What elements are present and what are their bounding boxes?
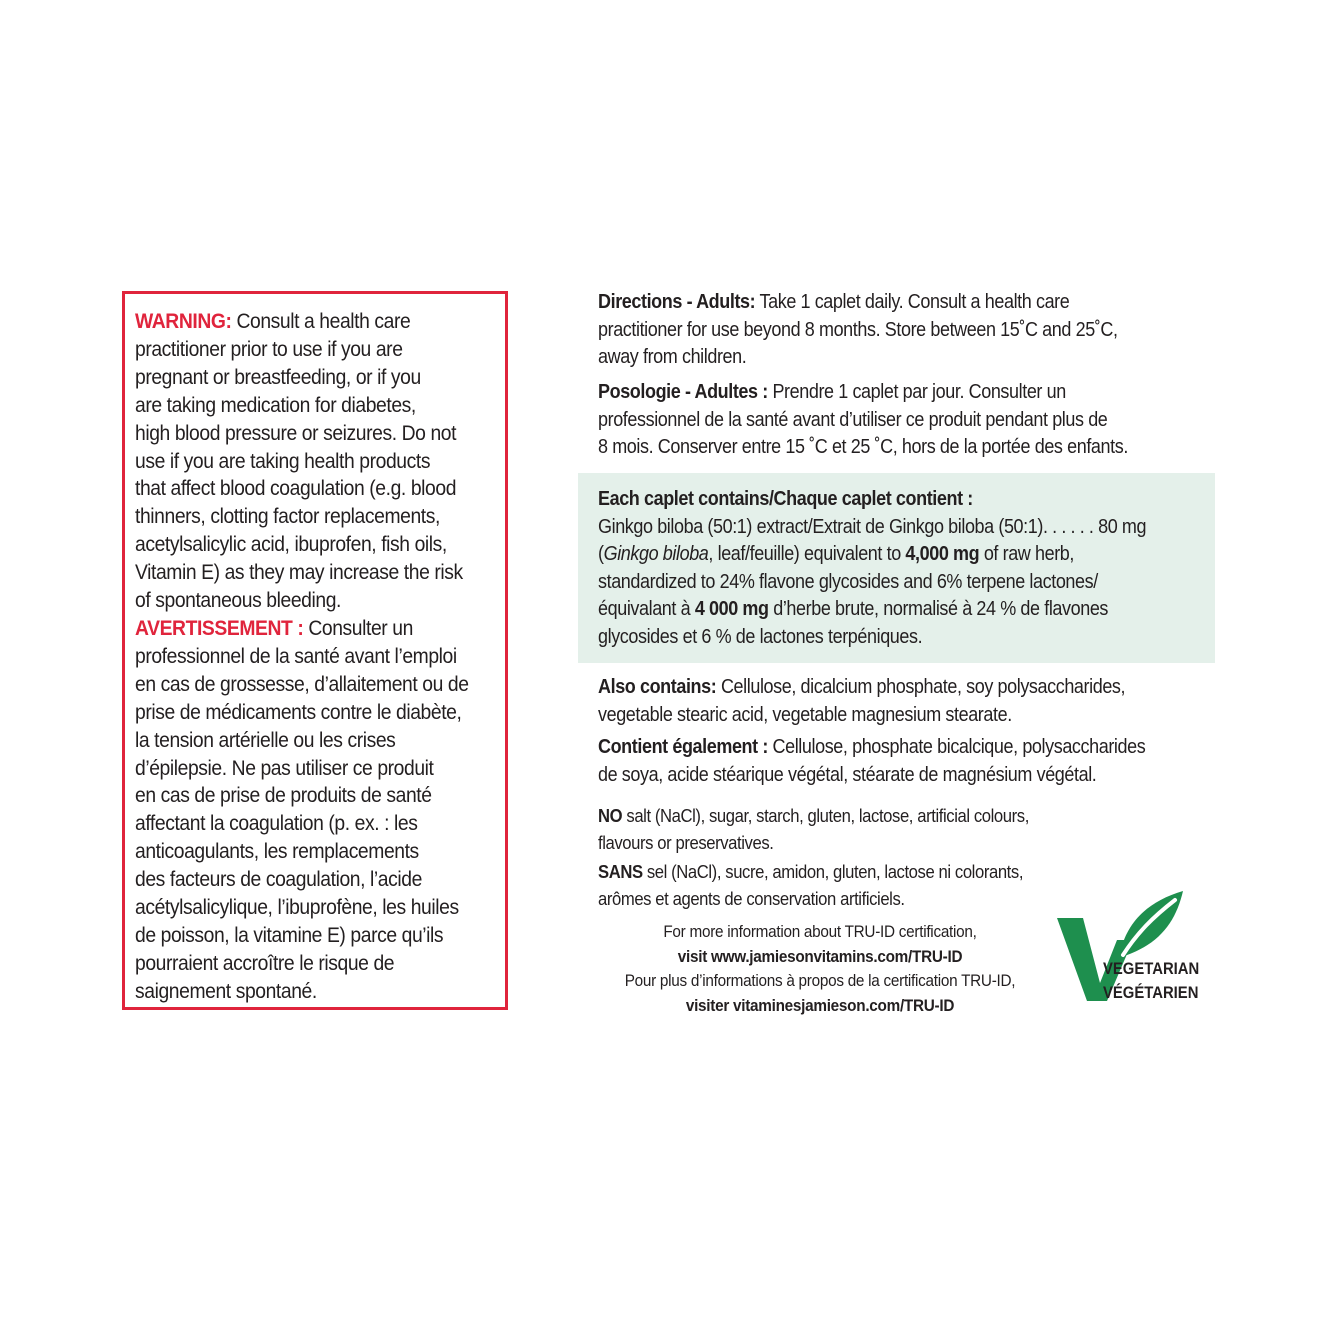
avertissement-title: AVERTISSEMENT : (135, 616, 304, 640)
avertissement-line: prise de médicaments contre le diabète, (135, 700, 462, 724)
avertissement-line: AVERTISSEMENT : Consulter un (135, 616, 413, 640)
warning-box (122, 291, 508, 1010)
avertissement-line: en cas de prise de produits de santé (135, 784, 432, 808)
ingredient-line: Ginkgo biloba (50:1) extract/Extrait de Ginkgo biloba (50:1). . . . . . 80 mg (598, 515, 1147, 538)
ingredients-title: Each caplet contains/Chaque caplet contient : (598, 488, 973, 510)
warning-line: use if you are taking health products (135, 449, 431, 473)
warning-line: that affect blood coagulation (e.g. blood (135, 477, 457, 501)
ingredient-line: glycosides et 6 % de lactones terpéniques. (598, 625, 923, 648)
warning-line: thinners, clotting factor replacements, (135, 505, 440, 529)
warning-line: Vitamin E) as they may increase the risk (135, 561, 463, 585)
avertissement-line: la tension artérielle ou les crises (135, 728, 396, 752)
avertissement-line: anticoagulants, les remplacements (135, 840, 419, 864)
avertissement-line: affectant la coagulation (p. ex. : les (135, 812, 418, 836)
warning-line: of spontaneous bleeding. (135, 589, 341, 613)
directions-en: Directions - Adults: Take 1 caplet daily. Consult a health care practitioner for use beyond 8 months. Store between 15˚C and 25˚C, away from children. (598, 291, 1118, 368)
warning-line: high blood pressure or seizures. Do not (135, 421, 457, 445)
ingredients-text (598, 486, 1218, 651)
avertissement-line: d’épilepsie. Ne pas utiliser ce produit (135, 756, 434, 780)
certification-link-fr[interactable]: visiter vitaminesjamieson.com/TRU-ID (685, 995, 955, 1015)
directions-fr: Posologie - Adultes : Prendre 1 caplet par jour. Consulter un professionnel de la santé avant d’utiliser ce produit pendant plus de 8 mois. Conserver entre 15 ˚C et 25 ˚C, hors de la portée des enfants. (598, 381, 1128, 458)
warning-line: practitioner prior to use if you are (135, 337, 403, 361)
avertissement-line: des facteurs de coagulation, l’acide (135, 868, 422, 892)
avertissement-line: professionnel de la santé avant l’emploi (135, 644, 457, 668)
directions-title: Directions - Adults: (598, 291, 756, 313)
posologie-title: Posologie - Adultes : (598, 381, 768, 403)
warning-line: are taking medication for diabetes, (135, 393, 416, 417)
free-of-fr: SANS sel (NaCl), sucre, amidon, gluten, lactose ni colorants, arômes et agents de conservation artificiels. (598, 861, 1024, 909)
ingredient-line: standardized to 24% flavone glycosides and 6% terpene lactones/ (598, 570, 1098, 593)
free-of-en: NO salt (NaCl), sugar, starch, gluten, lactose, artificial colours, flavours or preservatives. (598, 805, 1029, 853)
avertissement-line: en cas de grossesse, d’allaitement ou de (135, 672, 469, 696)
avertissement-line: acétylsalicylique, l’ibuprofène, les huiles (135, 896, 459, 920)
contient-title: Contient également : (598, 736, 768, 758)
sans-title: SANS (598, 861, 643, 882)
no-title: NO (598, 805, 623, 826)
certification-link-en[interactable]: visit www.jamiesonvitamins.com/TRU-ID (677, 946, 963, 966)
avertissement-line: de poisson, la vitamine E) parce qu’ils (135, 923, 444, 947)
warning-title: WARNING: (135, 310, 232, 333)
certification-info: For more information about TRU-ID certification, visit www.jamiesonvitamins.com/TRU-ID Pour plus d’informations à propos de la certification TRU-ID, visiter vitaminesjamieson.com/TRU-ID (590, 920, 1050, 1018)
warning-line: acetylsalicylic acid, ibuprofen, fish oils, (135, 533, 447, 557)
vegetarian-label: VEGETARIAN VÉGÉTARIEN (1103, 960, 1200, 1002)
also-contains-en: Also contains: Cellulose, dicalcium phosphate, soy polysaccharides, vegetable stearic acid, vegetable magnesium stearate. (598, 676, 1126, 726)
ingredient-line: (Ginkgo biloba, leaf/feuille) equivalent to 4,000 mg of raw herb, (598, 543, 1075, 565)
ingredient-line: équivalant à 4 000 mg d’herbe brute, normalisé à 24 % de flavones (598, 598, 1109, 620)
warning-line: pregnant or breastfeeding, or if you (135, 365, 421, 389)
also-contains-title: Also contains: (598, 676, 717, 698)
warning-line: WARNING: Consult a health care (135, 310, 411, 333)
also-contains-fr: Contient également : Cellulose, phosphate bicalcique, polysaccharides de soya, acide stéarique végétal, stéarate de magnésium végétal. (598, 736, 1146, 786)
avertissement-line: pourraient accroître le risque de (135, 951, 395, 975)
avertissement-line: saignement spontané. (135, 979, 317, 1003)
